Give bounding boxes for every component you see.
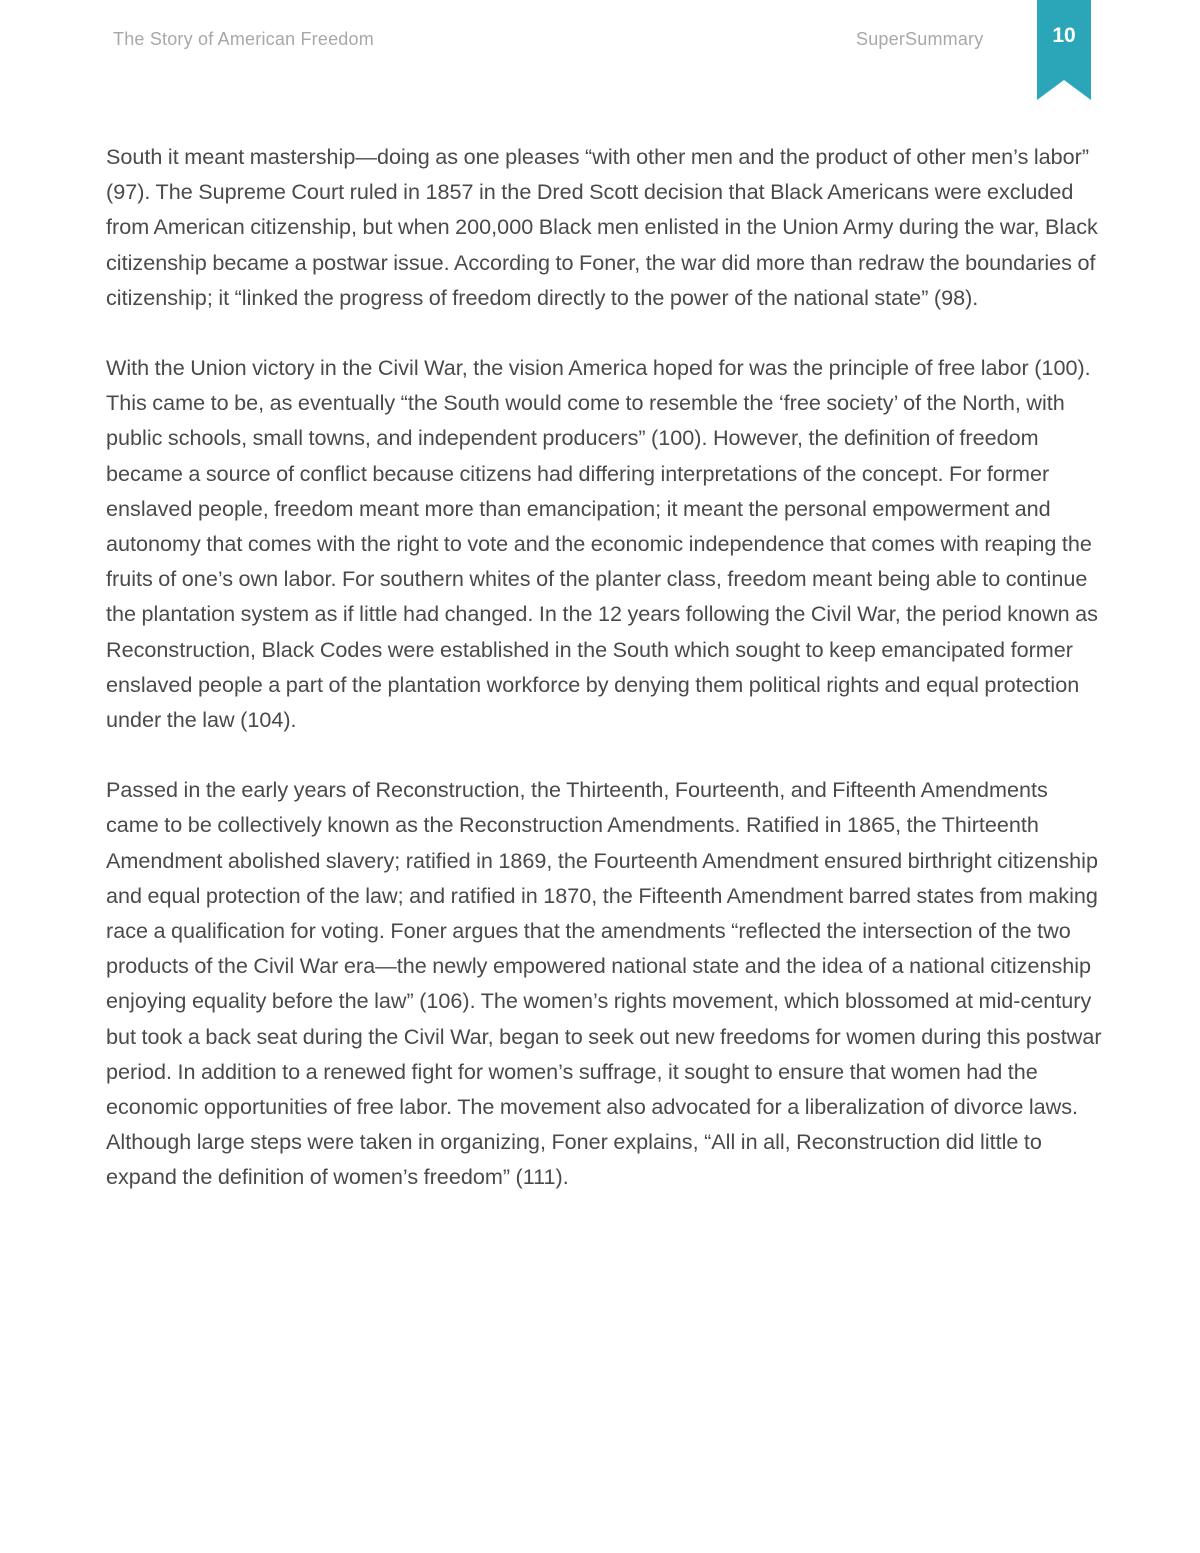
brand-name: SuperSummary [856,29,984,49]
book-title: The Story of American Freedom [113,29,374,49]
paragraph: South it meant mastership—doing as one pleases “with other men and the product of other men’s labor” (97). The Supreme Court ruled in 1857 in the Dred Scott decision that Black Americans were excluded from American citizenship, but when 200,000 Black men enlisted in the Union Army during the war, Black citizenship became a postwar issue. According to Foner, the war did more than redraw the boundaries of citizenship; it “linked the progress of freedom directly to the power of the national state” (98). [106,144,1098,310]
paragraph: Passed in the early years of Reconstruction, the Thirteenth, Fourteenth, and Fifteenth Amendments came to be collectively known as the Reconstruction Amendments. Ratified in 1865, the Thirteenth Amendment abolished slavery; ratified in 1869, the Fourteenth Amendment ensured birthright citizenship and equal protection of the law; and ratified in 1870, the Fifteenth Amendment barred states from making race a qualification for voting. Foner argues that the amendments “reflected the intersection of the two products of the Civil War era—the newly empowered national state and the idea of a national citizenship enjoying equality before the law” (106). The women’s rights movement, which blossomed at mid-century but took a back seat during the Civil War, began to seek out new freedoms for women during this postwar period. In addition to a renewed fight for women’s suffrage, it sought to ensure that women had the economic opportunities of free labor. The movement also advocated for a liberalization of divorce laws. Although large steps were taken in organizing, Foner explains, “All in all, Reconstruction did little to expand the definition of women’s freedom” (111). [106,777,1102,1190]
page-number: 10 [1052,24,1076,47]
page-header [0,0,1200,110]
paragraph: With the Union victory in the Civil War, the vision America hoped for was the principle of free labor (100). This came to be, as eventually “the South would come to resemble the ‘free society’ of the North, with public schools, small towns, and independent producers” (100). However, the definition of freedom became a source of conflict because citizens had differing interpretations of the concept. For former enslaved people, freedom meant more than emancipation; it meant the personal empowerment and autonomy that comes with the right to vote and the economic independence that comes with reaping the fruits of one’s own labor. For southern whites of the planter class, freedom meant being able to continue the plantation system as if little had changed. In the 12 years following the Civil War, the period known as Reconstruction, Black Codes were established in the South which sought to keep emancipated former enslaved people a part of the plantation workforce by denying them political rights and equal protection under the law (104). [106,355,1098,733]
bookmark-ribbon-icon [1037,0,1091,100]
document-body [106,139,1106,1230]
page-number-ribbon [1037,0,1091,100]
